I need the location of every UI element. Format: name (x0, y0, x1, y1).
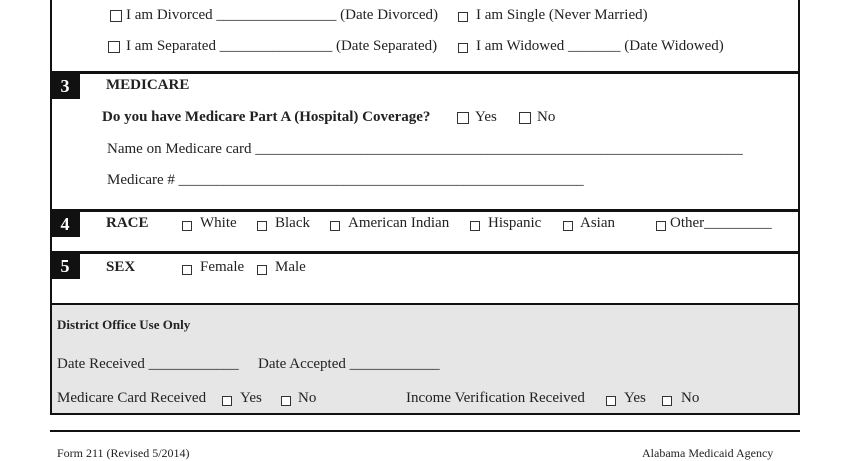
medicare-yes-checkbox[interactable] (457, 112, 469, 124)
medicare-question: Do you have Medicare Part A (Hospital) Coverage? (102, 109, 431, 125)
card-yes-checkbox[interactable] (222, 396, 232, 406)
section-4-divider (50, 209, 800, 212)
income-yes-checkbox[interactable] (606, 396, 616, 406)
form-number: Form 211 (Revised 5/2014) (57, 446, 190, 460)
divorced-checkbox[interactable] (110, 10, 122, 22)
race-white-label: White (200, 215, 237, 231)
section-5-divider (50, 251, 800, 254)
income-no-checkbox[interactable] (662, 396, 672, 406)
card-yes-label: Yes (240, 390, 262, 406)
separated-checkbox[interactable] (108, 41, 120, 53)
sex-female-checkbox[interactable] (182, 265, 192, 275)
race-other-checkbox[interactable] (656, 221, 666, 231)
agency-name: Alabama Medicaid Agency (642, 446, 774, 460)
medicare-no-label: No (537, 109, 556, 125)
section-3-divider (50, 71, 800, 74)
race-american-indian-label: American Indian (348, 215, 450, 231)
medicare-heading: MEDICARE (106, 77, 190, 93)
race-heading: RACE (106, 215, 149, 231)
race-black-label: Black (275, 215, 310, 231)
office-bottom-border (50, 413, 800, 415)
race-hispanic-checkbox[interactable] (470, 221, 480, 231)
section-4-number: 4 (50, 212, 80, 237)
single-label: I am Single (Never Married) (476, 7, 648, 23)
sex-heading: SEX (106, 259, 136, 275)
sex-male-label: Male (275, 259, 306, 275)
section-3-number: 3 (50, 74, 80, 99)
income-yes-label: Yes (624, 390, 646, 406)
office-heading: District Office Use Only (57, 317, 191, 332)
widowed-label: I am Widowed _______ (Date Widowed) (476, 38, 724, 54)
section-5-number: 5 (50, 254, 80, 279)
race-white-checkbox[interactable] (182, 221, 192, 231)
medicare-no-checkbox[interactable] (519, 112, 531, 124)
sex-female-label: Female (200, 259, 245, 275)
card-received-label: Medicare Card Received (57, 390, 207, 406)
income-no-label: No (681, 390, 700, 406)
footer-rule (50, 430, 800, 432)
widowed-checkbox[interactable] (458, 43, 468, 53)
divorced-label: I am Divorced ________________ (Date Divorced) (126, 7, 438, 23)
race-asian-checkbox[interactable] (563, 221, 573, 231)
single-checkbox[interactable] (458, 12, 468, 22)
income-received-label: Income Verification Received (406, 390, 585, 406)
medicare-number-field[interactable]: Medicare # ______________________________________________________ (107, 172, 584, 188)
race-black-checkbox[interactable] (257, 221, 267, 231)
race-hispanic-label: Hispanic (488, 215, 542, 231)
date-received-field[interactable]: Date Received ____________ (57, 356, 239, 372)
card-no-label: No (298, 390, 317, 406)
separated-label: I am Separated _______________ (Date Separated) (126, 38, 438, 54)
form-right-border (798, 0, 800, 415)
race-asian-label: Asian (580, 215, 615, 231)
medicare-yes-label: Yes (475, 109, 497, 125)
card-no-checkbox[interactable] (281, 396, 291, 406)
date-accepted-field[interactable]: Date Accepted ____________ (258, 356, 440, 372)
sex-male-checkbox[interactable] (257, 265, 267, 275)
race-other-label[interactable]: Other_________ (670, 215, 772, 231)
medicare-name-field[interactable]: Name on Medicare card _________________________________________________________________ (107, 141, 743, 157)
race-american-indian-checkbox[interactable] (330, 221, 340, 231)
